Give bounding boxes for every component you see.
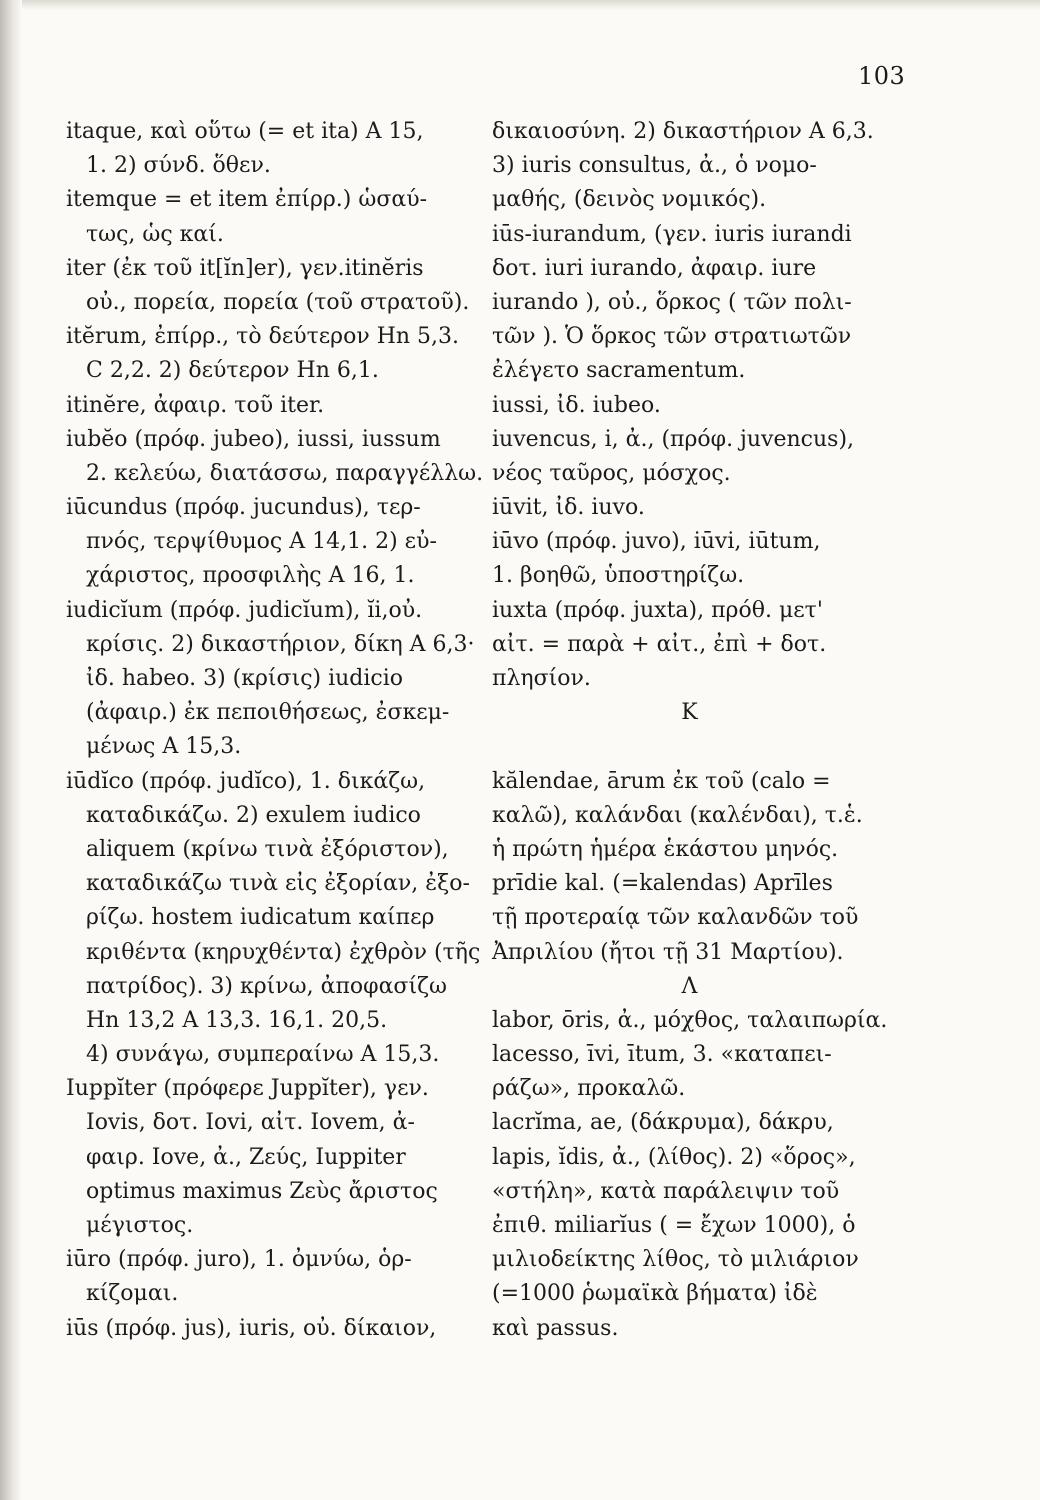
- left-column-line: iubĕo (πρόφ. jubeo), iussi, iussum: [66, 426, 441, 452]
- left-column-line: τως, ὡς καί.: [86, 221, 224, 247]
- left-column-line: ἰδ. habeo. 3) (κρίσις) iudicio: [86, 666, 404, 691]
- left-column-line: iudicĭum (πρόφ. judicĭum), ĭi,οὐ.: [66, 597, 423, 623]
- right-column-line: 3) iuris consultus, ἀ., ὁ νομο-: [492, 153, 817, 179]
- left-column-line: C 2,2. 2) δεύτερον Hn 6,1.: [86, 358, 379, 384]
- right-column-line: «στήλη», κατὰ παράλειψιν τοῦ: [492, 1178, 840, 1204]
- right-column-line: νέος ταῦρος, μόσχος.: [492, 460, 731, 486]
- left-column-line: καταδικάζω. 2) exulem iudico: [86, 802, 421, 828]
- left-column-line: iūs (πρόφ. jus), iuris, οὐ. δίκαιον,: [66, 1315, 437, 1341]
- right-column-line: iurando ), οὐ., ὅρκος ( τῶν πολι-: [492, 289, 852, 315]
- right-column-line: δικαιοσύνη. 2) δικαστήριον A 6,3.: [492, 119, 874, 144]
- right-column-line: ἐλέγετο sacramentum.: [492, 358, 746, 384]
- left-column-line: 2. κελεύω, διατάσσω, παραγγέλλω.: [86, 460, 484, 486]
- right-column-line: lacrĭma, ae, (δάκρυμα), δάκρυ,: [492, 1110, 834, 1136]
- right-column-line: ράζω», προκαλῶ.: [492, 1076, 686, 1102]
- page-edge-shadow-top: [0, 0, 1040, 10]
- right-column-line: lacesso, īvi, ītum, 3. «καταπει-: [492, 1042, 832, 1068]
- right-column-line: τῇ προτεραίᾳ τῶν καλανδῶν τοῦ: [492, 905, 859, 931]
- left-column-line: κρίσις. 2) δικαστήριον, δίκη A 6,3·: [86, 631, 475, 657]
- right-column-line: [492, 730, 917, 764]
- left-column-line: κίζομαι.: [86, 1281, 179, 1307]
- right-column-line: (=1000 ῥωμαϊκὰ βήματα) ἰδὲ: [492, 1281, 818, 1307]
- right-column-line: kălendae, ārum ἐκ τοῦ (calo =: [492, 768, 831, 794]
- left-column-line: 1. 2) σύνδ. ὅθεν.: [86, 153, 271, 179]
- left-column-line: iūro (πρόφ. juro), 1. ὀμνύω, ὁρ-: [66, 1247, 412, 1273]
- section-letter-heading: Λ: [681, 973, 698, 999]
- right-column-line: iuxta (πρόφ. juxta), πρόθ. μετ': [492, 597, 823, 623]
- left-column-line: itemque = et item ἐπίρρ.) ὡσαύ-: [66, 187, 428, 213]
- left-column-line: itĕrum, ἐπίρρ., τὸ δεύτερον Hn 5,3.: [66, 324, 460, 350]
- left-column: [66, 115, 486, 1346]
- left-column-line: ρίζω. hostem iudicatum καίπερ: [86, 905, 435, 931]
- section-letter-heading: K: [681, 700, 698, 726]
- right-column-line: καλῶ), καλάνδαι (καλένδαι), τ.ἑ.: [492, 802, 863, 828]
- left-column-line: Iovis, δοτ. Iovi, αἰτ. Iovem, ἀ-: [86, 1110, 415, 1136]
- left-column-line: οὐ., πορεία, πορεία (τοῦ στρατοῦ).: [86, 289, 470, 315]
- left-column-line: καταδικάζω τινὰ εἰς ἐξορίαν, ἐξο-: [86, 871, 470, 897]
- right-column-line: lapis, ĭdis, ἀ., (λίθος). 2) «ὅρος»,: [492, 1144, 856, 1170]
- left-column-line: optimus maximus Ζεὺς ἄριστος: [86, 1178, 438, 1204]
- right-column-line: πλησίον.: [492, 666, 591, 691]
- left-column-line: Iuppĭter (πρόφερε Juppĭter), γεν.: [66, 1076, 429, 1102]
- left-column-line: χάριστος, προσφιλὴς A 16, 1.: [86, 563, 415, 589]
- left-column-line: aliquem (κρίνω τινὰ ἐξόριστον),: [86, 836, 449, 862]
- right-column-line: τῶν ). Ὁ ὅρκος τῶν στρατιωτῶν: [492, 324, 852, 350]
- left-column-line: iūcundus (πρόφ. jucundus), τερ-: [66, 495, 421, 521]
- page-edge-shadow-left: [0, 0, 22, 1500]
- right-column-line: iuvencus, i, ἀ., (πρόφ. juvencus),: [492, 426, 855, 452]
- right-column-line: prīdie kal. (=kalendas) Aprīles: [492, 871, 833, 897]
- right-column-line: δοτ. iuri iurando, ἀφαιρ. iure: [492, 255, 817, 281]
- right-column-line: 1. βοηθῶ, ὑποστηρίζω.: [492, 563, 745, 589]
- left-column-line: μένως A 15,3.: [86, 734, 242, 760]
- left-column-line: Hn 13,2 A 13,3. 16,1. 20,5.: [86, 1007, 388, 1033]
- left-column-line: 4) συνάγω, συμπεραίνω A 15,3.: [86, 1042, 440, 1068]
- left-column-line: iūdĭco (πρόφ. judĭco), 1. δικάζω,: [66, 768, 426, 794]
- left-column-line: itinĕre, ἀφαιρ. τοῦ iter.: [66, 392, 325, 418]
- right-column-line: αἰτ. = παρὰ + αἰτ., ἐπὶ + δοτ.: [492, 631, 827, 657]
- right-column-line: Ἀπριλίου (ἤτοι τῇ 31 Μαρτίου).: [492, 939, 844, 965]
- right-column-line: ἡ πρώτη ἡμέρα ἑκάστου μηνός.: [492, 836, 839, 862]
- left-column-line: (ἀφαιρ.) ἐκ πεποιθήσεως, ἐσκεμ-: [86, 700, 450, 726]
- right-column: [492, 115, 917, 1346]
- right-column-line: ἐπιθ. miliarĭus ( = ἔχων 1000), ὁ: [492, 1213, 856, 1238]
- left-column-line: πατρίδος). 3) κρίνω, ἀποφασίζω: [86, 973, 447, 999]
- left-column-line: itaque, καὶ οὕτω (= et ita) A 15,: [66, 119, 424, 144]
- right-column-line: iūs-iurandum, (γεν. iuris iurandi: [492, 221, 852, 247]
- right-column-line: iūvo (πρόφ. juvo), iūvi, iūtum,: [492, 529, 821, 555]
- right-column-line: iūvit, ἰδ. iuvo.: [492, 495, 645, 521]
- right-column-line: iussi, ἰδ. iubeo.: [492, 392, 661, 418]
- page-number: 103: [858, 62, 906, 90]
- left-column-line: πνός, τερψίθυμος A 14,1. 2) εὐ-: [86, 529, 437, 555]
- right-column-line: μιλιοδείκτης λίθος, τὸ μιλιάριον: [492, 1247, 859, 1273]
- right-column-line: μαθής, (δεινὸς νομικός).: [492, 187, 767, 213]
- right-column-line: labor, ōris, ἀ., μόχθος, ταλαιπωρία.: [492, 1007, 888, 1033]
- right-column-line: καὶ passus.: [492, 1315, 619, 1341]
- left-column-line: μέγιστος.: [86, 1213, 194, 1238]
- left-column-line: φαιρ. Iove, ἀ., Ζεύς, Iuppiter: [86, 1144, 406, 1170]
- left-column-line: iter (ἐκ τοῦ it[ĭn]er), γεν.itinĕris: [66, 255, 424, 281]
- left-column-line: κριθέντα (κηρυχθέντα) ἐχθρὸν (τῆς: [86, 939, 481, 965]
